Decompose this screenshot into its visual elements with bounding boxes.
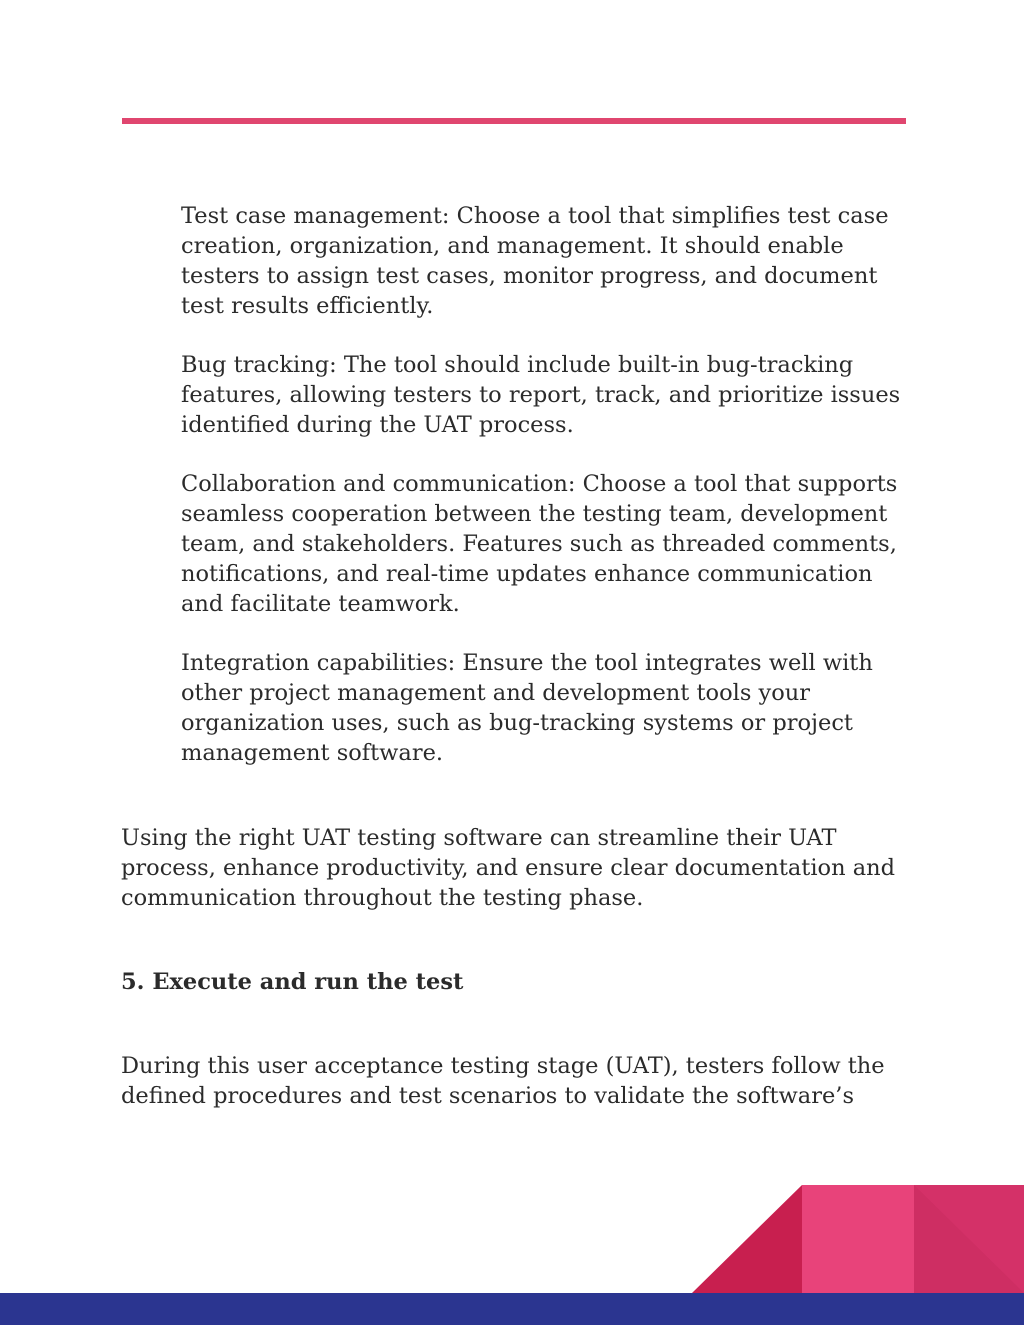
summary-paragraph: Using the right UAT testing software can streamline their UAT process, enhance productivity, and ensure clear documentation and communication throughout the testing phase. <box>121 825 896 911</box>
crimson-triangle <box>692 1185 802 1293</box>
pink-square <box>802 1185 914 1293</box>
section-heading: 5. Execute and run the test <box>121 969 464 995</box>
list-item-test-case-management: Test case management: Choose a tool that simplifies test case creation, organization, and management. It should enable testers to assign test cases, monitor progress, and document test results efficiently. <box>181 203 889 319</box>
section-paragraph: During this user acceptance testing stage (UAT), testers follow the defined procedures and test scenarios to validate the software’s <box>121 1053 885 1109</box>
top-accent-rule <box>122 118 906 124</box>
list-item-bug-tracking: Bug tracking: The tool should include built-in bug-tracking features, allowing testers to report, track, and prioritize issues identified during the UAT process. <box>181 352 901 438</box>
magenta-shadow <box>914 1185 1024 1293</box>
list-item-collaboration: Collaboration and communication: Choose a tool that supports seamless cooperation between the testing team, development team, and stakeholders. Features such as threaded comments, notifications, and real-time updates enhance communication and facilitate teamwork. <box>181 471 898 617</box>
list-item-integration: Integration capabilities: Ensure the tool integrates well with other project management and development tools your organization uses, such as bug-tracking systems or project management software. <box>181 650 873 766</box>
footer-bar <box>0 1293 1024 1325</box>
magenta-square <box>914 1185 1024 1293</box>
